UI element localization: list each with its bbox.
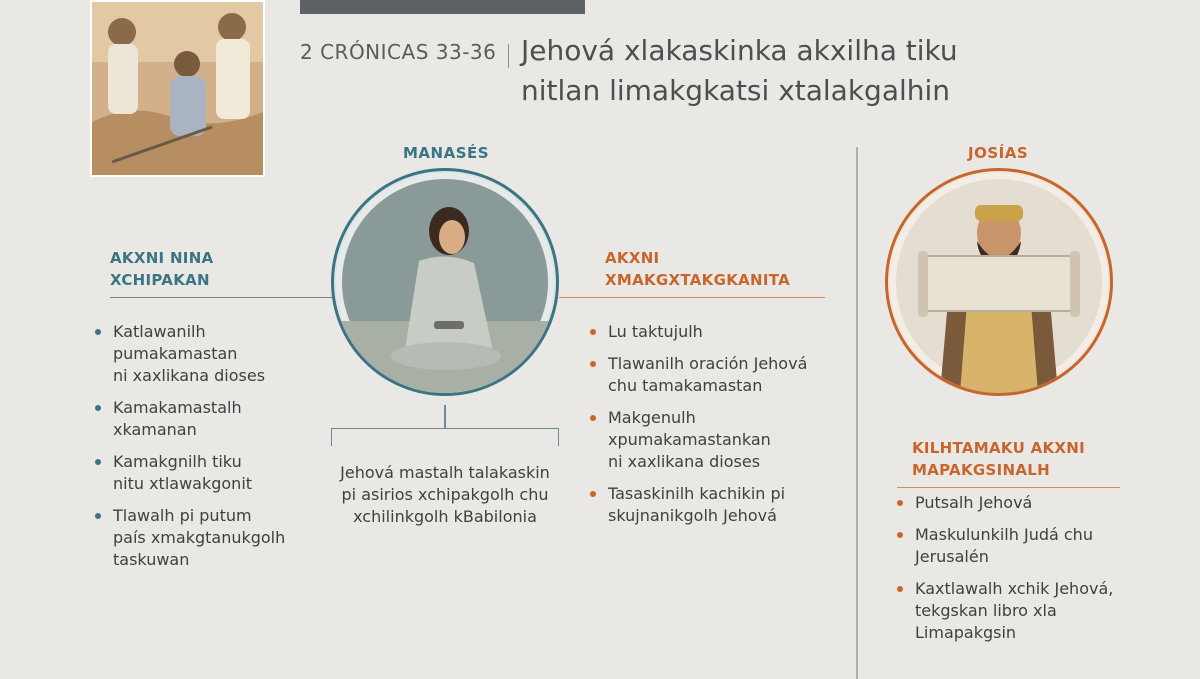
josias-section-rule — [897, 487, 1120, 488]
bullet-icon — [95, 405, 101, 411]
top-bar — [300, 0, 585, 14]
header-separator — [508, 44, 509, 68]
list-item: Kamakamastalh xkamanan — [95, 397, 315, 441]
list-item: Putsalh Jehová — [897, 492, 1137, 514]
josias-list — [897, 492, 1137, 654]
bad-title-line-2: XCHIPAKAN — [110, 271, 210, 289]
bullet-icon — [95, 513, 101, 519]
list-item: Maskulunkilh Judá chu Jerusalén — [897, 524, 1137, 568]
list-item: Kaxtlawalh xchik Jehová, tekgskan libro xla Limapakgsin — [897, 578, 1137, 644]
bullet-icon — [95, 329, 101, 335]
bullet-icon — [897, 586, 903, 592]
repent-list — [590, 321, 830, 537]
list-item: Kamakgnilh tiku nitu xtlawakgonit — [95, 451, 315, 495]
manases-portrait — [331, 168, 559, 396]
list-item: Tlawanilh oración Jehová chu tamakamastan — [590, 353, 830, 397]
bad-list — [95, 321, 315, 581]
page-title-line-2: nitlan limakgkatsi xtalakgalhin — [521, 74, 951, 107]
repent-title-line-2: XMAKGXTAKGKANITA — [605, 271, 791, 289]
bracket — [331, 428, 559, 446]
list-item: Tasaskinilh kachikin pi skujnanikgolh Jehová — [590, 483, 830, 527]
repent-section-title — [605, 247, 790, 291]
list-item: Tlawalh pi putum país xmakgtanukgolh taskuwan — [95, 505, 315, 571]
bullet-icon — [590, 361, 596, 367]
repent-section-rule — [559, 297, 825, 298]
column-divider — [856, 147, 858, 679]
josias-title-line-1: KILHTAMAKU AKXNI — [912, 439, 1086, 457]
bullet-icon — [590, 491, 596, 497]
josias-portrait — [885, 168, 1113, 396]
manases-name: MANASÉS — [403, 144, 490, 162]
josias-title-line-2: MAPAKGSINALH — [912, 461, 1050, 479]
captivity-illustration — [90, 0, 265, 177]
josias-section-title — [912, 437, 1085, 481]
bullet-icon — [590, 329, 596, 335]
bullet-icon — [590, 415, 596, 421]
bad-section-title — [110, 247, 213, 291]
josias-name: JOSÍAS — [968, 144, 1029, 162]
bullet-icon — [897, 500, 903, 506]
captivity-text: Jehová mastalh talakaskin pi asirios xchipakgolh chu xchilinkgolh kBabilonia — [340, 463, 550, 526]
scripture-reference: 2 CRÓNICAS 33-36 — [300, 40, 497, 64]
bracket-stem — [444, 405, 446, 429]
list-item: Makgenulh xpumakamastankan ni xaxlikana dioses — [590, 407, 830, 473]
bullet-icon — [95, 459, 101, 465]
bad-title-line-1: AKXNI NINA — [110, 249, 214, 267]
bullet-icon — [897, 532, 903, 538]
bad-section-rule — [110, 297, 332, 298]
repent-title-line-1: AKXNI — [605, 249, 660, 267]
list-item: Katlawanilh pumakamastan ni xaxlikana dioses — [95, 321, 315, 387]
page-title-line-1: Jehová xlakaskinka akxilha tiku — [521, 34, 958, 67]
list-item: Lu taktujulh — [590, 321, 830, 343]
